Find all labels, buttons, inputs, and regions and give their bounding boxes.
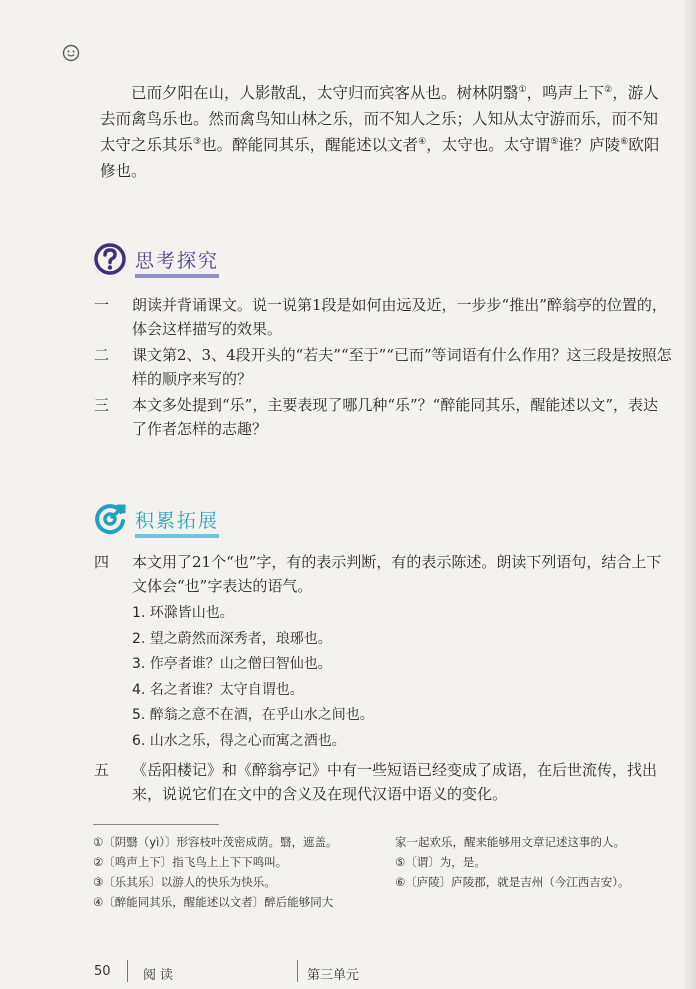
example-sentence-list [132, 601, 672, 754]
question-list [94, 293, 672, 443]
footnote-marker: ⑥ [620, 137, 629, 147]
section-title: 积累拓展 [135, 509, 220, 532]
footnote: 家一起欢乐，醒来能够用文章记述这事的人。 [395, 835, 625, 849]
exercise-item: 五 《岳阳楼记》和《醉翁亭记》中有一些短语已经变成了成语，在后世流传，找出来，说说它们在文中的含义及在现代汉语中语义的变化。 [94, 761, 658, 803]
footnote: ⑤〔谓〕为，是。 [395, 855, 486, 869]
question-item: 二 课文第2、3、4段开头的“若夫”“至于”“已而”等词语有什么作用？这三段是按照怎样的顺序来写的？ [94, 346, 672, 388]
title-underline [135, 274, 219, 278]
footnote: ⑥〔庐陵〕庐陵郡，就是吉州（今江西吉安）。 [395, 875, 630, 889]
exercise-list [94, 550, 672, 808]
example-sentence: 3. 作亭者谁？山之僧曰智仙也。 [132, 656, 332, 672]
question-item: 三 本文多处提到“乐”，主要表现了哪几种“乐”？“醉能同其乐，醒能述以文”，表达了作者怎样的志趣？ [94, 396, 659, 438]
example-sentence: 4. 名之者谁？太守自谓也。 [132, 681, 304, 698]
example-sentence: 6. 山水之乐，得之心而寓之酒也。 [132, 732, 346, 749]
question-mark-icon [93, 242, 127, 276]
footnote-marker: ③ [193, 137, 202, 147]
exercise-item: 四 本文用了21个“也”字，有的表示判断，有的表示陈述。朗读下列语句，结合上下文体会“也”字表达的语气。 [94, 553, 662, 595]
footnote: ②〔鸣声上下〕指飞鸟上上下下鸣叫。 [93, 855, 288, 869]
footnote: ①〔阴翳（yì）〕形容枝叶茂密成荫。翳，遮盖。 [93, 835, 338, 849]
footer-divider [127, 960, 128, 982]
footer-section-label: 阅读 [143, 968, 178, 983]
footer-divider [297, 960, 298, 982]
footer-unit-label: 第三单元 [307, 968, 360, 983]
example-sentence: 2. 望之蔚然而深秀者，琅琊也。 [132, 630, 332, 647]
section-heading-accumulation [93, 502, 219, 536]
footnote-marker: ② [604, 85, 613, 95]
footnote-marker: ① [518, 85, 527, 95]
passage: 已而夕阳在山，人影散乱，太守归而宾客从也。树林阴翳①，鸣声上下②，游人去而禽鸟乐也。然而禽鸟知山林之乐，而不知人之乐；人知从太守游而乐，而不知太守之乐其乐③也。醉能同其乐，醒能述以文者④，太守也。太守谓⑤谁？庐陵⑥欧阳修也。 [100, 84, 660, 180]
title-underline [135, 534, 219, 538]
question-item: 一 朗读并背诵课文。说一说第1段是如何由远及近，一步步“推出”醉翁亭的位置的，体会这样描写的效果。 [94, 296, 667, 338]
footnote-marker: ⑤ [550, 137, 559, 147]
footnote-divider [93, 824, 219, 825]
section-heading-thinking [93, 242, 219, 276]
example-sentence: 1. 环滁皆山也。 [132, 605, 234, 621]
footnote: ④〔醉能同其乐，醒能述以文者〕醉后能够同大 [93, 895, 334, 909]
page-number: 50 [94, 964, 111, 979]
footnote: ③〔乐其乐〕以游人的快乐为快乐。 [93, 875, 276, 889]
footnote-marker: ④ [418, 137, 427, 147]
footnote-column [395, 832, 685, 892]
example-sentence: 5. 醉翁之意不在酒，在乎山水之间也。 [132, 707, 374, 723]
section-title: 思考探究 [135, 249, 220, 272]
target-arrow-icon [93, 502, 127, 536]
smiley-icon [62, 44, 80, 62]
footnote-column [93, 832, 403, 912]
